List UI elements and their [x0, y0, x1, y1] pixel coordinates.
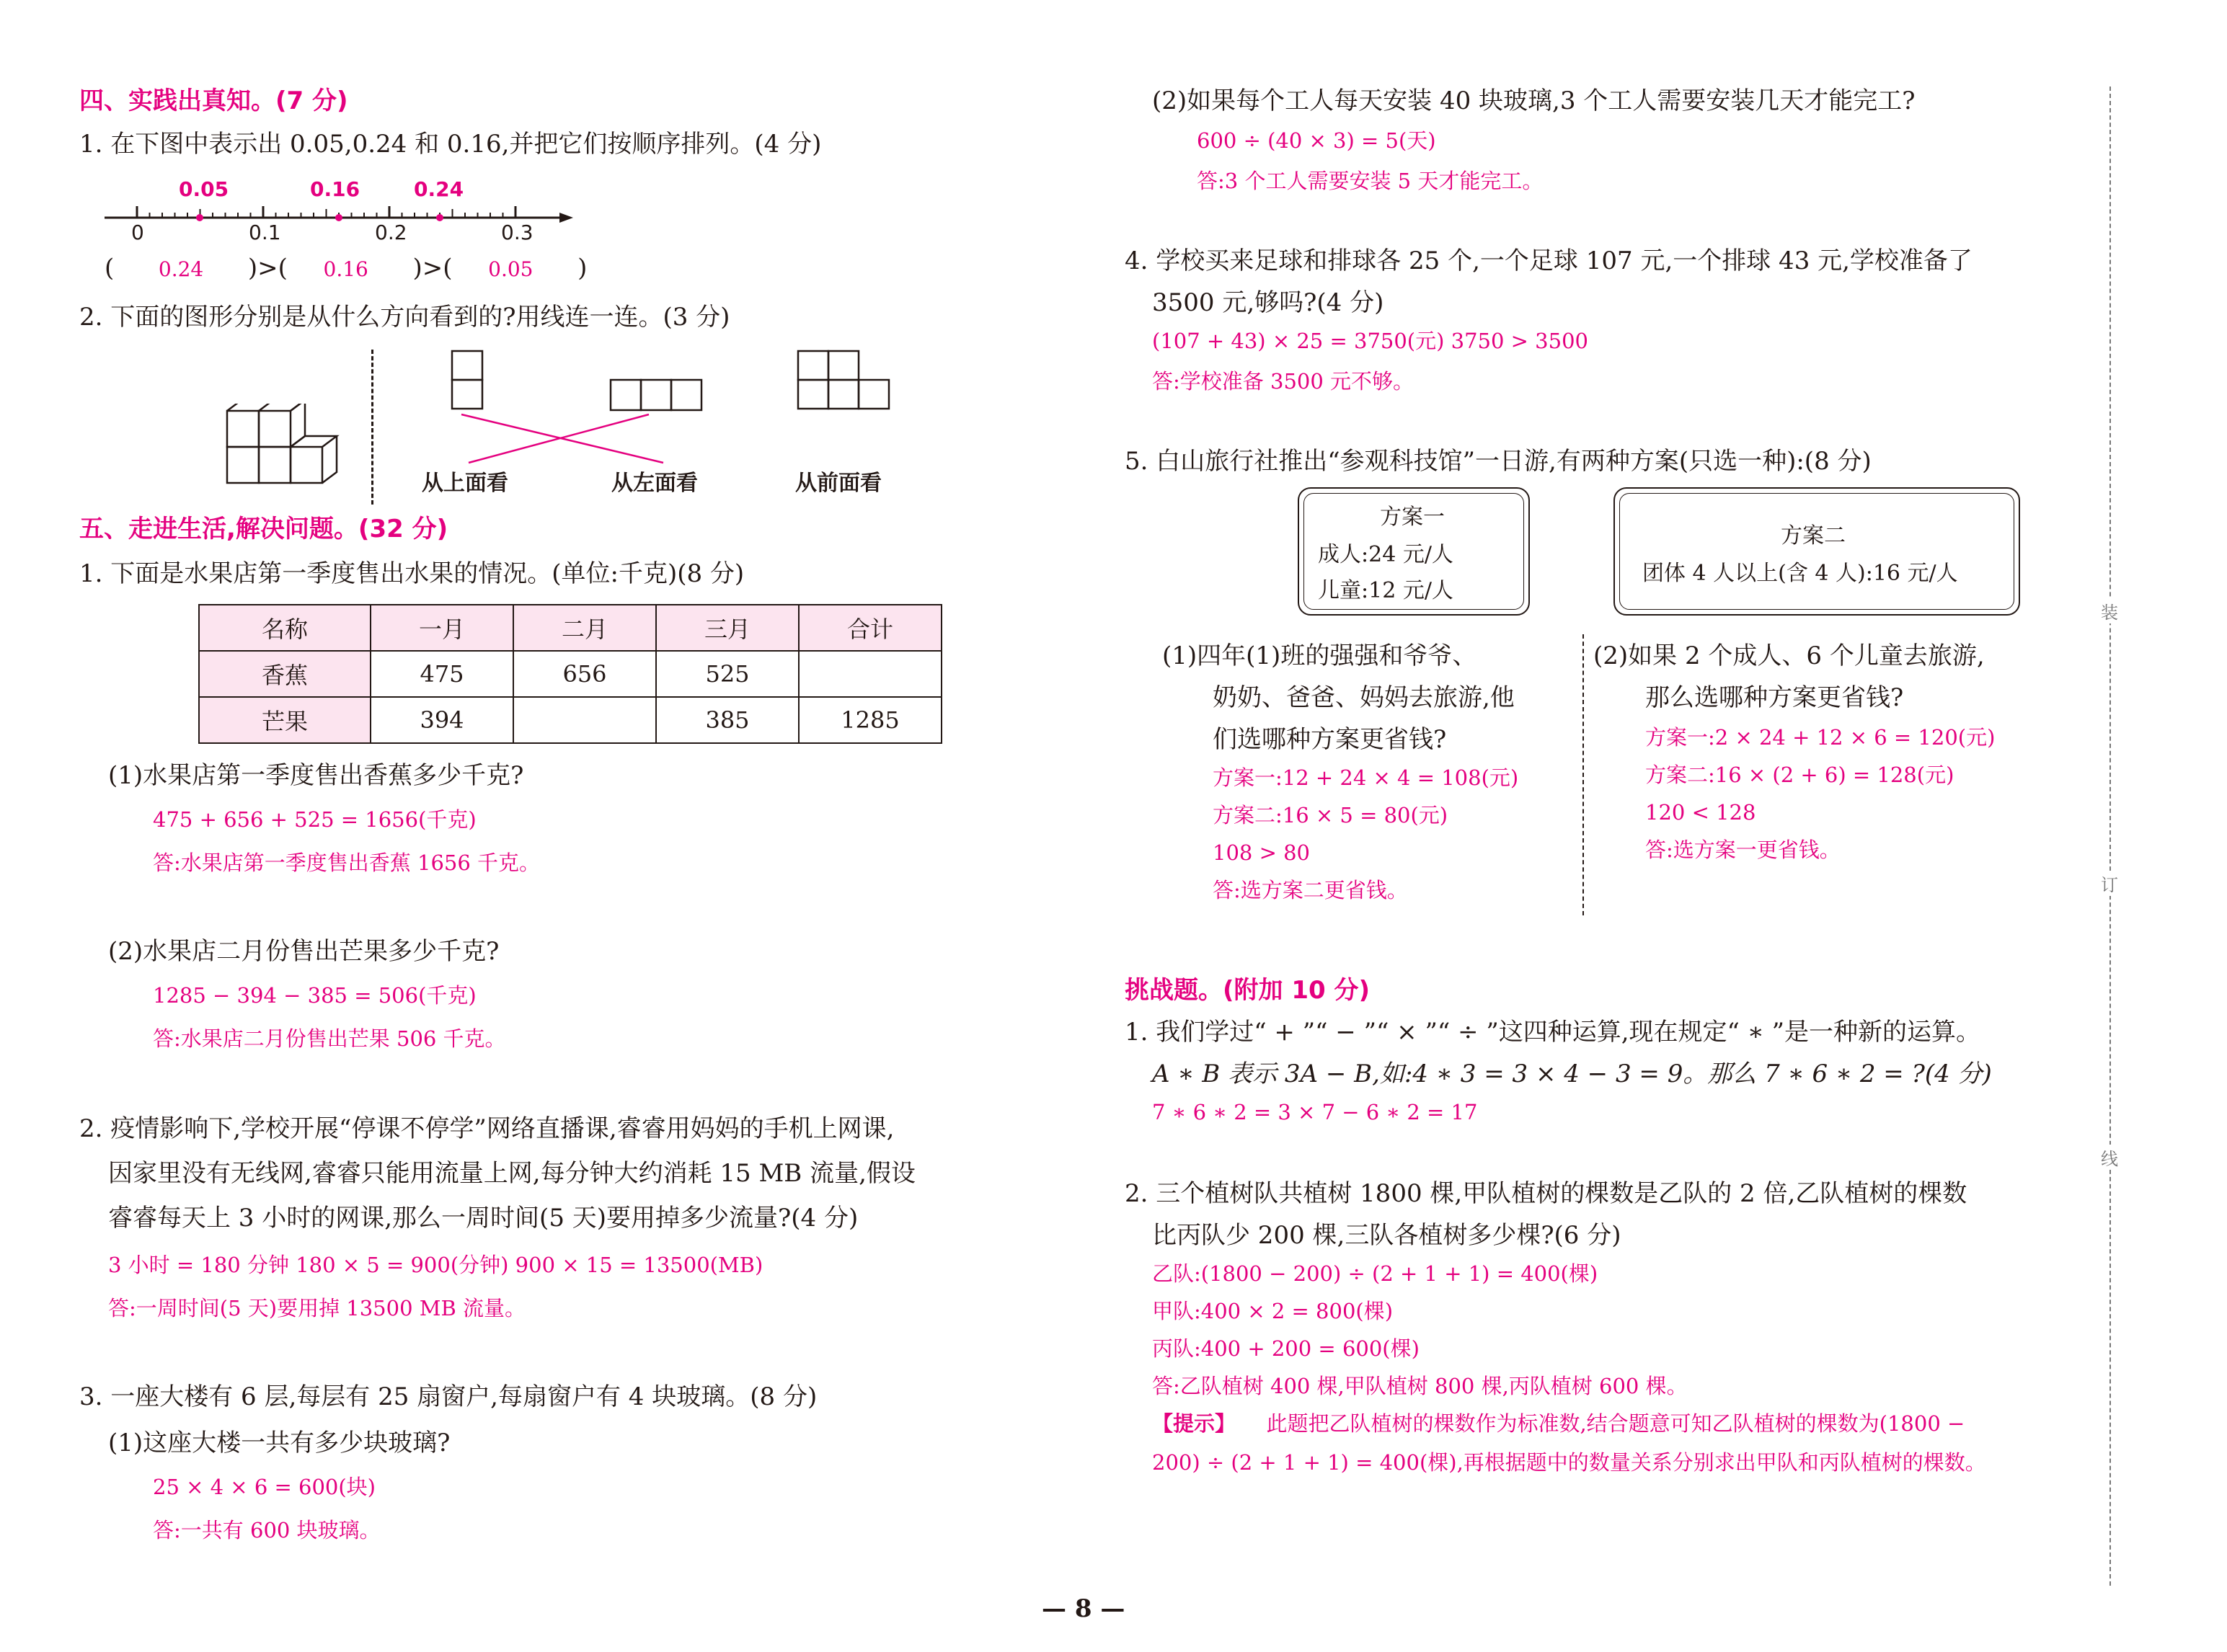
question-5-3-1: (1)这座大楼一共有多少块玻璃?	[108, 1429, 451, 1457]
section-5-title: 五、走进生活,解决问题。(32 分)	[79, 515, 448, 543]
question-5-1-2: (2)水果店二月份售出芒果多少千克?	[108, 937, 500, 966]
number-line-value-024: 0.24	[414, 177, 464, 201]
table-cell: 1285	[799, 697, 942, 743]
question-5-5-2-line1: (2)如果 2 个成人、6 个儿童去旅游,	[1593, 641, 1985, 670]
question-5-3: 3. 一座大楼有 6 层,每层有 25 扇窗户,每扇窗户有 4 块玻璃。(8 分)	[79, 1382, 818, 1411]
table-header-cell: 三月	[656, 605, 799, 651]
question-5-3-2: (2)如果每个工人每天安装 40 块玻璃,3 个工人需要安装几天才能完工?	[1152, 86, 1916, 115]
table-cell: 475	[371, 651, 513, 697]
question-5-5-1-line2: 奶奶、爸爸、妈妈去旅游,他	[1213, 683, 1515, 712]
hint-text-1: 此题把乙队植树的棵数作为标准数,结合题意可知乙队植树的棵数为(1800 −	[1266, 1411, 1965, 1436]
answer-5-1-2-calc: 1285 − 394 − 385 = 506(千克)	[153, 983, 477, 1008]
table-header-cell: 名称	[199, 605, 371, 651]
answer-5-1-1-text: 答:水果店第一季度售出香蕉 1656 千克。	[153, 851, 541, 875]
table-header-cell: 二月	[513, 605, 656, 651]
answer-5-5-1-line: 方案一:12 + 24 × 4 = 108(元)	[1213, 765, 1519, 790]
answer-5-3-2-text: 答:3 个工人需要安装 5 天才能完工。	[1197, 169, 1544, 193]
table-header-row	[199, 605, 942, 651]
order-row	[105, 254, 587, 283]
challenge-2-line1: 2. 三个植树队共植树 1800 棵,甲队植树的棵数是乙队的 2 倍,乙队植树的棵数	[1125, 1179, 1967, 1208]
challenge-title: 挑战题。(附加 10 分)	[1125, 976, 1371, 1005]
tick-label-03: 0.3	[501, 221, 533, 244]
table-cell: 656	[513, 651, 656, 697]
divider-dashed-plans	[1582, 634, 1584, 915]
table-cell	[799, 651, 942, 697]
page-number: — 8 —	[1042, 1594, 1125, 1623]
question-5-2-line2: 因家里没有无线网,睿睿只能用流量上网,每分钟大约消耗 15 MB 流量,假设	[108, 1159, 916, 1188]
table-cell: 394	[371, 697, 513, 743]
question-5-5-2-line2: 那么选哪种方案更省钱?	[1645, 683, 1904, 712]
question-5-1-1: (1)水果店第一季度售出香蕉多少千克?	[108, 761, 524, 790]
binding-line	[2109, 86, 2111, 1586]
challenge-2-answer-line: 乙队:(1800 − 200) ÷ (2 + 1 + 1) = 400(棵)	[1152, 1261, 1598, 1286]
table-cell	[513, 697, 656, 743]
cube-figure	[223, 404, 346, 490]
question-4-1: 1. 在下图中表示出 0.05,0.24 和 0.16,并把它们按顺序排列。(4 分)	[79, 130, 822, 159]
hint-line-2: 200) ÷ (2 + 1 + 1) = 400(棵),再根据题中的数量关系分别求出甲队和丙队植树的棵数。	[1152, 1450, 1986, 1475]
question-5-5: 5. 白山旅行社推出“参观科技馆”一日游,有两种方案(只选一种):(8 分)	[1125, 447, 1872, 476]
top-view-figure	[451, 350, 487, 414]
fruit-sales-table	[198, 604, 942, 744]
plan-1-title: 方案一	[1380, 505, 1445, 530]
order-paren-4: )	[577, 254, 588, 283]
challenge-2-line2: 比丙队少 200 棵,三队各植树多少棵?(6 分)	[1152, 1221, 1621, 1250]
section-4-title: 四、实践出真知。(7 分)	[79, 86, 348, 115]
challenge-1-line1: 1. 我们学过“ + ”“ − ”“ × ”“ ÷ ”这四种运算,现在规定“ ∗ ”是一种新的运算。	[1125, 1018, 1981, 1047]
table-header-cell: 一月	[371, 605, 513, 651]
table-header-cell: 合计	[799, 605, 942, 651]
order-paren-1: (	[105, 254, 115, 283]
answer-5-5-2-line: 120 < 128	[1645, 800, 1756, 825]
challenge-1-answer: 7 ∗ 6 ∗ 2 = 3 × 7 − 6 ∗ 2 = 17	[1152, 1100, 1478, 1124]
answer-5-5-1-line: 108 > 80	[1213, 840, 1310, 865]
answer-5-3-1-text: 答:一共有 600 块玻璃。	[153, 1518, 381, 1542]
question-5-4-line2: 3500 元,够吗?(4 分)	[1152, 288, 1384, 317]
tick-label-02: 0.2	[375, 221, 407, 244]
question-5-4-line1: 4. 学校买来足球和排球各 25 个,一个足球 107 元,一个排球 43 元,学校准备了	[1125, 247, 1973, 275]
divider-dashed-views	[371, 350, 373, 505]
plan-1-box	[1298, 487, 1530, 616]
plan-2-group-price: 团体 4 人以上(含 4 人):16 元/人	[1642, 561, 1958, 586]
order-answer-3: 0.05	[488, 257, 533, 281]
answer-5-3-2-calc: 600 ÷ (40 × 3) = 5(天)	[1197, 128, 1436, 153]
challenge-2-answer-line: 丙队:400 + 200 = 600(棵)	[1152, 1336, 1420, 1361]
question-5-2-line3: 睿睿每天上 3 小时的网课,那么一周时间(5 天)要用掉多少流量?(4 分)	[108, 1204, 859, 1233]
binding-char: 订	[2101, 871, 2118, 896]
answer-5-5-2-line: 方案二:16 × (2 + 6) = 128(元)	[1645, 763, 1954, 787]
tick-label-0: 0	[131, 221, 144, 244]
plan-1-adult-price: 成人:24 元/人	[1318, 542, 1453, 567]
tick-label-01: 0.1	[249, 221, 281, 244]
front-view-figure	[797, 350, 894, 414]
answer-5-4-text: 答:学校准备 3500 元不够。	[1152, 369, 1414, 394]
answer-5-1-2-text: 答:水果店二月份售出芒果 506 千克。	[153, 1026, 506, 1051]
answer-5-5-2-line: 方案一:2 × 24 + 12 × 6 = 120(元)	[1645, 725, 1996, 750]
table-row	[199, 697, 942, 743]
binding-char: 装	[2101, 598, 2118, 623]
view-label-top: 从上面看	[422, 471, 508, 496]
challenge-1-line2: A ∗ B 表示 3A − B,如:4 ∗ 3 = 3 × 4 − 3 = 9。那么 7 ∗ 6 ∗ 2 = ?(4 分)	[1152, 1060, 1992, 1088]
left-view-figure	[609, 378, 707, 413]
answer-5-5-2-line: 答:选方案一更省钱。	[1645, 838, 1841, 862]
question-4-2: 2. 下面的图形分别是从什么方向看到的?用线连一连。(3 分)	[79, 303, 730, 332]
answer-5-5-1-line: 方案二:16 × 5 = 80(元)	[1213, 803, 1448, 827]
question-5-2-line1: 2. 疫情影响下,学校开展“停课不停学”网络直播课,睿睿用妈妈的手机上网课,	[79, 1114, 895, 1143]
answer-5-3-1-calc: 25 × 4 × 6 = 600(块)	[153, 1475, 376, 1499]
number-line	[101, 173, 577, 245]
view-label-left: 从左面看	[611, 471, 698, 496]
plan-2-title: 方案二	[1781, 523, 1846, 549]
answer-5-4-calc: (107 + 43) × 25 = 3750(元) 3750 > 3500	[1152, 329, 1588, 353]
hint-line-1	[1152, 1411, 1965, 1436]
order-paren-2: )>(	[247, 254, 288, 283]
answer-5-2-text: 答:一周时间(5 天)要用掉 13500 MB 流量。	[108, 1296, 526, 1320]
answer-5-2-calc: 3 小时 = 180 分钟 180 × 5 = 900(分钟) 900 × 15 = 13500(MB)	[108, 1253, 763, 1277]
question-5-1: 1. 下面是水果店第一季度售出水果的情况。(单位:千克)(8 分)	[79, 559, 745, 588]
question-5-5-1-line1: (1)四年(1)班的强强和爷爷、	[1162, 641, 1477, 670]
challenge-2-answer-line: 甲队:400 × 2 = 800(棵)	[1152, 1299, 1394, 1323]
table-cell: 芒果	[199, 697, 371, 743]
matching-lines	[447, 411, 721, 468]
table-cell: 香蕉	[199, 651, 371, 697]
order-paren-3: )>(	[412, 254, 453, 283]
table-row	[199, 651, 942, 697]
question-5-5-1-line3: 们选哪种方案更省钱?	[1213, 725, 1447, 754]
number-line-value-005: 0.05	[179, 177, 229, 201]
plan-1-child-price: 儿童:12 元/人	[1318, 578, 1453, 603]
table-cell: 525	[656, 651, 799, 697]
hint-label: 【提示】	[1152, 1411, 1236, 1436]
plan-2-box	[1613, 487, 2020, 616]
answer-5-5-1-line: 答:选方案二更省钱。	[1213, 878, 1408, 902]
table-cell: 385	[656, 697, 799, 743]
challenge-2-answer-line: 答:乙队植树 400 棵,甲队植树 800 棵,丙队植树 600 棵。	[1152, 1374, 1688, 1398]
order-answer-1: 0.24	[158, 257, 204, 281]
number-line-value-016: 0.16	[310, 177, 360, 201]
answer-5-1-1-calc: 475 + 656 + 525 = 1656(千克)	[153, 807, 477, 832]
order-answer-2: 0.16	[323, 257, 368, 281]
view-label-front: 从前面看	[795, 471, 882, 496]
binding-char: 线	[2101, 1145, 2118, 1170]
